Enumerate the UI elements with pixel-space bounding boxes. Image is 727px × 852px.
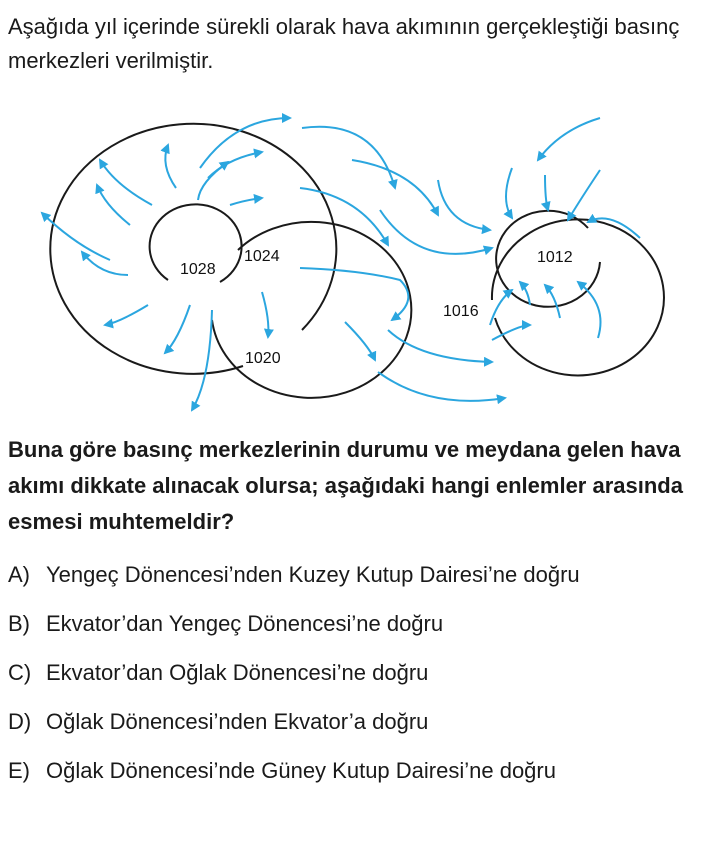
isobar-label: 1020 xyxy=(245,350,281,367)
wind-arrow xyxy=(506,168,512,218)
option-letter: D) xyxy=(8,709,32,734)
wind-arrow xyxy=(545,285,560,318)
question-text: Buna göre basınç merkezlerinin durumu ve meydana gelen hava akımı dikkate alınacak olursa; aşağıdaki hangi enlemler arasında esmesi muhtemeldir? xyxy=(8,437,683,534)
isobar-label: 1024 xyxy=(244,248,280,265)
option-b[interactable] xyxy=(8,607,713,641)
wind-arrow xyxy=(300,188,388,245)
wind-arrow xyxy=(490,290,512,325)
wind-arrow xyxy=(198,162,228,200)
option-letter: A) xyxy=(8,562,30,587)
wind-arrow xyxy=(105,305,148,325)
wind-arrow xyxy=(378,372,505,401)
option-a[interactable] xyxy=(8,558,713,592)
wind-arrow xyxy=(302,127,395,188)
wind-arrow xyxy=(538,118,600,160)
wind-arrow xyxy=(262,292,268,337)
wind-arrow xyxy=(345,322,375,360)
wind-arrow xyxy=(100,160,152,205)
wind-arrow xyxy=(578,282,601,338)
isobar-1020 xyxy=(50,124,336,374)
pressure-centers-diagram xyxy=(0,90,727,420)
option-text: Oğlak Dönencesi’nde Güney Kutup Dairesi’ne doğru xyxy=(46,758,556,783)
option-text: Oğlak Dönencesi’nden Ekvator’a doğru xyxy=(46,709,429,734)
wind-arrow xyxy=(192,310,212,410)
wind-arrow xyxy=(208,152,262,178)
option-d[interactable] xyxy=(8,705,713,739)
option-text: Yengeç Dönencesi’nden Kuzey Kutup Dairesi’ne doğru xyxy=(46,562,580,587)
wind-arrow xyxy=(545,175,548,210)
wind-arrow xyxy=(230,198,262,205)
wind-arrow xyxy=(165,305,190,353)
wind-arrow xyxy=(380,210,492,254)
answer-options xyxy=(8,558,713,803)
isobar-label: 1016 xyxy=(443,303,479,320)
option-letter: C) xyxy=(8,660,32,685)
option-text: Ekvator’dan Oğlak Dönencesi’ne doğru xyxy=(46,660,429,685)
wind-arrow xyxy=(568,170,600,220)
wind-arrow xyxy=(42,213,110,260)
isobar-label: 1028 xyxy=(180,261,216,278)
option-text: Ekvator’dan Yengeç Dönencesi’ne doğru xyxy=(46,611,444,636)
intro-text: Aşağıda yıl içerinde sürekli olarak hava akımının gerçekleştiği basınç merkezleri verilmiştir. xyxy=(8,14,680,73)
option-letter: B) xyxy=(8,611,30,636)
wind-arrow xyxy=(82,252,128,275)
wind-arrow xyxy=(165,145,176,188)
option-c[interactable] xyxy=(8,656,713,690)
isobar-label: 1012 xyxy=(537,249,573,266)
wind-arrow xyxy=(438,180,490,230)
option-e[interactable] xyxy=(8,754,713,788)
option-letter: E) xyxy=(8,758,30,783)
wind-arrow xyxy=(97,185,130,225)
